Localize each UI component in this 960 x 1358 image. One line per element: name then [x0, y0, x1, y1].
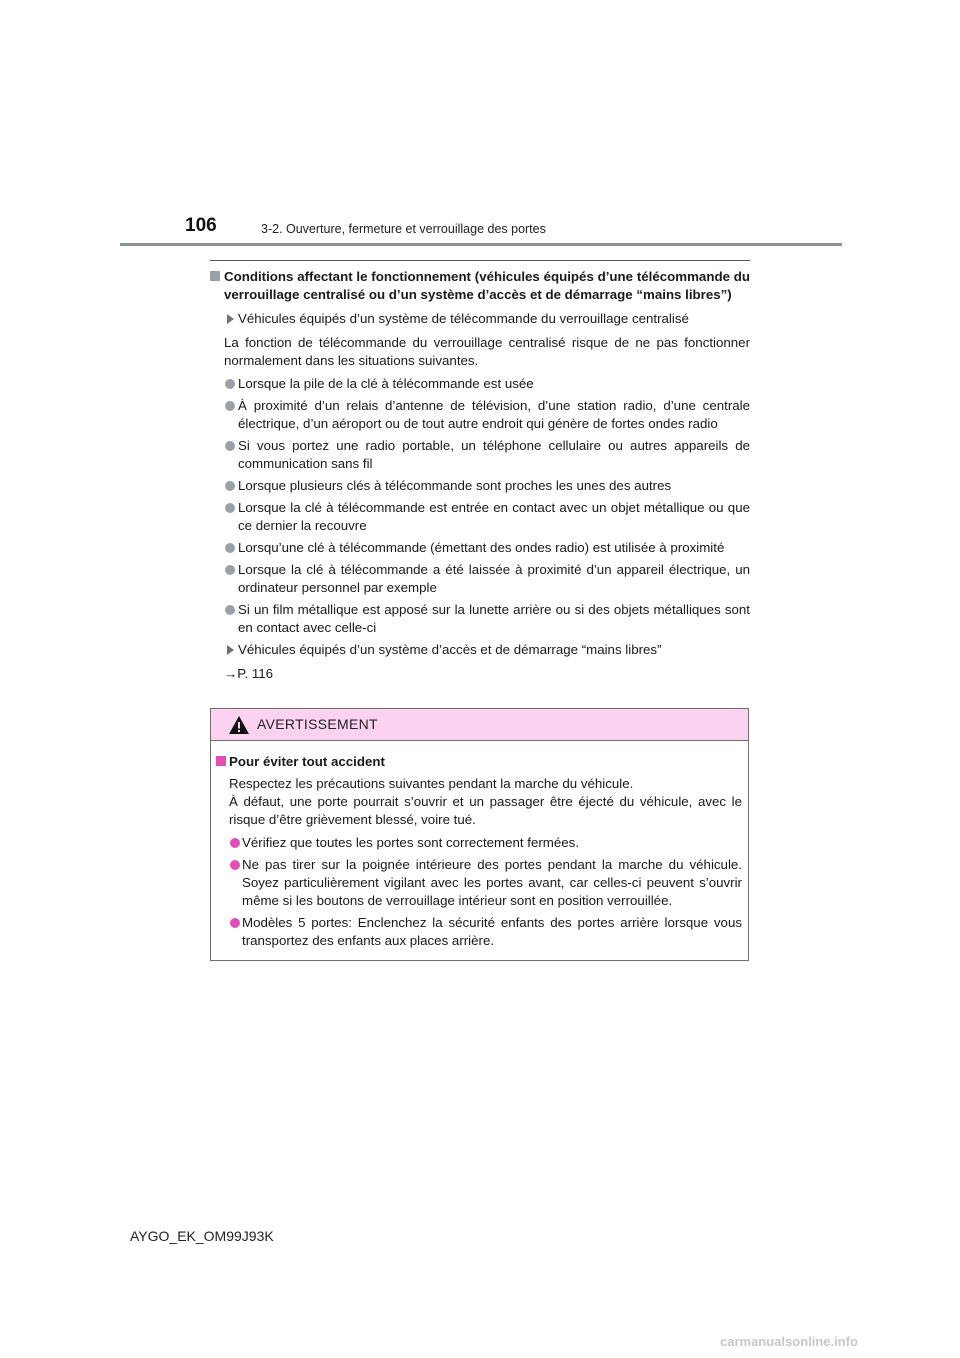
page-number: 106: [185, 215, 217, 236]
warning-paragraph-line: Respectez les précautions suivantes pendant la marche du véhicule.: [229, 776, 634, 791]
intro-paragraph: La fonction de télécommande du verrouillage centralisé risque de ne pas fonctionner normalement dans les situations suivantes.: [224, 335, 750, 368]
circle-bullet-icon: [230, 860, 240, 870]
circle-bullet-icon: [225, 543, 235, 553]
warning-list-item-text: Ne pas tirer sur la poignée intérieure des portes pendant la marche du véhicule. Soyez particulièrement vigilant avec les portes avant, car celles-ci peuvent s’ouvrir même si les boutons de verrouillage intérieur sont en position verrouillée.: [242, 857, 742, 908]
list-item-text: Lorsque la pile de la clé à télécommande est usée: [238, 376, 534, 391]
list-item: [210, 499, 750, 535]
list-item-text: À proximité d’un relais d’antenne de télévision, d’une station radio, d’une centrale électrique, d’un aéroport ou de tout autre endroit qui génère de fortes ondes radio: [238, 398, 750, 431]
page-reference-link[interactable]: →P. 116: [224, 666, 274, 681]
warning-list-item: [216, 914, 742, 950]
header-rule: [120, 243, 842, 246]
main-content: [210, 268, 750, 683]
page-header: [0, 0, 960, 250]
list-item: [210, 477, 750, 495]
triangle-right-icon: [227, 645, 234, 655]
warning-heading: [216, 753, 742, 771]
list-item: [210, 375, 750, 393]
circle-bullet-icon: [225, 379, 235, 389]
list-item: [210, 437, 750, 473]
list-item-text: Lorsqu’une clé à télécommande (émettant des ondes radio) est utilisée à proximité: [238, 540, 725, 555]
circle-bullet-icon: [225, 401, 235, 411]
warning-box: [210, 708, 749, 961]
sub-heading-smart-entry: [210, 641, 750, 659]
list-item: [210, 561, 750, 597]
warning-triangle-icon: [228, 715, 250, 735]
warning-list-item: [216, 834, 742, 852]
warning-paragraph: [216, 775, 742, 829]
circle-bullet-icon: [225, 605, 235, 615]
list-item: [210, 397, 750, 433]
warning-body: [211, 741, 748, 950]
warning-list-item-text: Vérifiez que toutes les portes sont correctement fermées.: [242, 835, 580, 850]
triangle-right-icon: [227, 314, 234, 324]
sub-heading-smart-entry-text: Véhicules équipés d’un système d’accès et de démarrage “mains libres”: [238, 642, 662, 657]
square-bullet-icon: [216, 756, 226, 766]
warning-header: [211, 709, 748, 741]
watermark: carmanualsonline.info: [720, 1334, 858, 1349]
circle-bullet-icon: [225, 481, 235, 491]
warning-heading-text: Pour éviter tout accident: [229, 754, 385, 769]
list-item-text: Lorsque la clé à télécommande a été laissée à proximité d’un appareil électrique, un ordinateur personnel par exemple: [238, 562, 750, 595]
list-item-text: Si vous portez une radio portable, un téléphone cellulaire ou autres appareils de communication sans fil: [238, 438, 750, 471]
warning-list-item: [216, 856, 742, 910]
conditions-heading-text: Conditions affectant le fonctionnement (véhicules équipés d’une télécommande du verrouillage centralisé ou d’un système d’accès et de démarrage “mains libres”): [224, 269, 750, 302]
circle-bullet-icon: [225, 503, 235, 513]
warning-paragraph-line: À défaut, une porte pourrait s’ouvrir et un passager être éjecté du véhicule, avec le risque d’être grièvement blessé, voire tué.: [229, 794, 742, 827]
document-code: AYGO_EK_OM99J93K: [130, 1228, 274, 1244]
list-item: [210, 539, 750, 557]
circle-bullet-icon: [225, 565, 235, 575]
list-item-text: Lorsque la clé à télécommande est entrée en contact avec un objet métallique ou que ce dernier la recouvre: [238, 500, 750, 533]
circle-bullet-icon: [230, 838, 240, 848]
warning-list-item-text: Modèles 5 portes: Enclenchez la sécurité enfants des portes arrière lorsque vous transportez des enfants aux places arrière.: [242, 915, 742, 948]
section-title: 3-2. Ouverture, fermeture et verrouillage des portes: [261, 222, 546, 236]
circle-bullet-icon: [225, 441, 235, 451]
sub-heading-remote: [210, 310, 750, 328]
content-rule: [210, 260, 750, 261]
list-item: [210, 601, 750, 637]
warning-title: AVERTISSEMENT: [257, 716, 378, 732]
sub-heading-remote-text: Véhicules équipés d’un système de télécommande du verrouillage centralisé: [238, 311, 689, 326]
conditions-heading: [210, 268, 750, 304]
circle-bullet-icon: [230, 918, 240, 928]
list-item-text: Lorsque plusieurs clés à télécommande sont proches les unes des autres: [238, 478, 672, 493]
square-bullet-icon: [210, 271, 220, 281]
list-item-text: Si un film métallique est apposé sur la lunette arrière ou si des objets métalliques sont en contact avec celle-ci: [238, 602, 750, 635]
